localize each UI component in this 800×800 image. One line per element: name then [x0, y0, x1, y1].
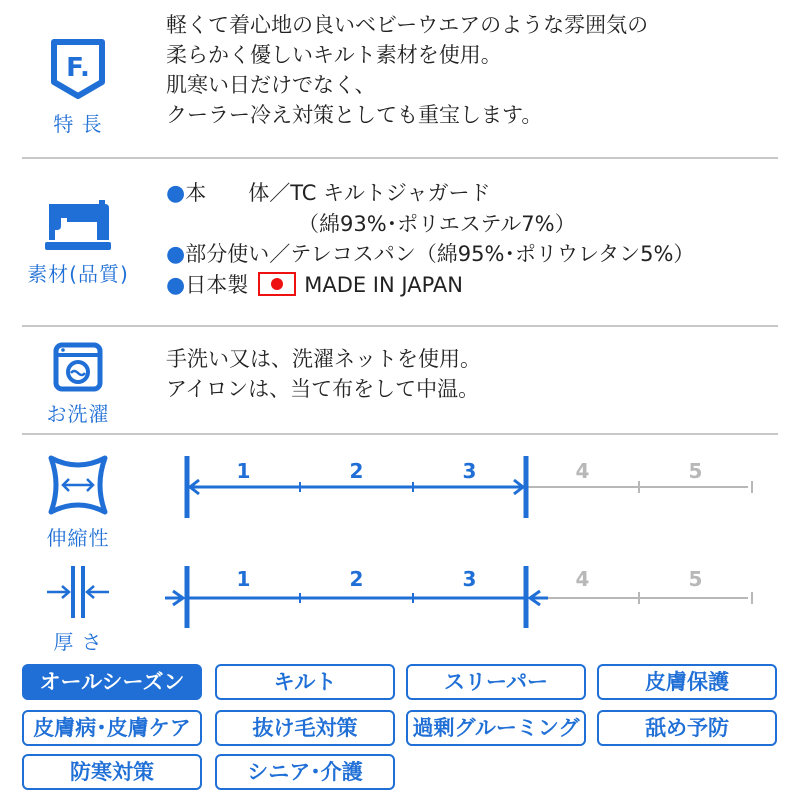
features-line-2: 柔らかく優しいキルト素材を使用。 [166, 43, 502, 67]
features-icon-group [22, 38, 134, 137]
stretch-scale-label: 2 [349, 459, 364, 483]
stretch-scale-label: 3 [462, 459, 477, 483]
material-body-composition: （綿93%･ポリエステル7%） [298, 212, 576, 236]
care-line-2: アイロンは、当て布をして中温。 [166, 377, 480, 401]
bullet-icon: ● [166, 242, 186, 267]
material-parts-text: 部分使い／テレコスパン（綿95%･ポリウレタン5%） [185, 242, 695, 266]
tag-skin-care[interactable]: 皮膚病･皮膚ケア [22, 710, 202, 746]
thickness-scale-label: 1 [236, 567, 251, 591]
tag-hair-loss[interactable]: 抜け毛対策 [215, 710, 395, 746]
stretch-scale-label: 1 [236, 459, 251, 483]
bullet-icon: ● [166, 273, 186, 298]
features-line-4: クーラー冷え対策としても重宝します。 [166, 103, 543, 127]
stretch-scale-label: 4 [575, 459, 590, 483]
tag-quilt[interactable]: キルト [215, 664, 395, 700]
washing-machine-icon [53, 342, 103, 392]
care-text [166, 344, 481, 404]
care-section [0, 328, 800, 434]
material-icon-group [22, 196, 134, 287]
divider-1 [22, 157, 778, 159]
tag-sleeper[interactable]: スリーパー [406, 664, 586, 700]
sewing-machine-icon [43, 196, 113, 254]
material-origin-text: 日本製 [185, 273, 249, 297]
thickness-scale-label: 4 [575, 567, 590, 591]
material-label: 素材(品質) [27, 262, 129, 286]
thickness-scale-label: 2 [349, 567, 364, 591]
features-section [0, 0, 800, 158]
stretch-scale-label: 5 [688, 459, 703, 483]
tag-lick-prevention[interactable]: 舐め予防 [597, 710, 777, 746]
material-row-origin [166, 270, 694, 301]
thickness-section [0, 554, 800, 662]
bullet-icon: ● [166, 181, 186, 206]
tag-cold-protection[interactable]: 防寒対策 [22, 754, 202, 790]
stretch-label: 伸縮性 [46, 526, 110, 550]
thickness-scale-label: 5 [688, 567, 703, 591]
features-line-3: 肌寒い日だけでなく、 [166, 73, 376, 97]
features-icon-letter: F. [66, 53, 90, 83]
features-text [166, 10, 648, 130]
tag-over-grooming[interactable]: 過剰グルーミング [406, 710, 586, 746]
made-in-japan-text: MADE IN JAPAN [304, 273, 463, 297]
material-row-parts [166, 239, 694, 270]
divider-3 [22, 433, 778, 435]
japan-flag-icon [258, 272, 296, 296]
thickness-scale-label: 3 [462, 567, 477, 591]
care-label: お洗濯 [46, 402, 110, 426]
material-body-text: 本 体／TC キルトジャガード [185, 181, 491, 205]
thickness-label: 厚 さ [53, 630, 103, 654]
divider-2 [22, 325, 778, 327]
tag-all-season[interactable]: オールシーズン [22, 664, 202, 700]
material-section [0, 160, 800, 325]
features-line-1: 軽くて着心地の良いベビーウエアのような雰囲気の [166, 13, 649, 37]
thickness-scale [0, 554, 800, 662]
care-icon-group [22, 342, 134, 427]
stretch-scale [0, 436, 800, 554]
tag-skin-protection[interactable]: 皮膚保護 [597, 664, 777, 700]
stretch-section [0, 436, 800, 554]
material-row-body [166, 178, 694, 209]
material-text [166, 178, 694, 301]
tag-senior-care[interactable]: シニア･介護 [215, 754, 395, 790]
features-label: 特 長 [53, 112, 103, 136]
care-line-1: 手洗い又は、洗濯ネットを使用。 [166, 347, 481, 371]
pocket-tag-icon [50, 38, 106, 100]
